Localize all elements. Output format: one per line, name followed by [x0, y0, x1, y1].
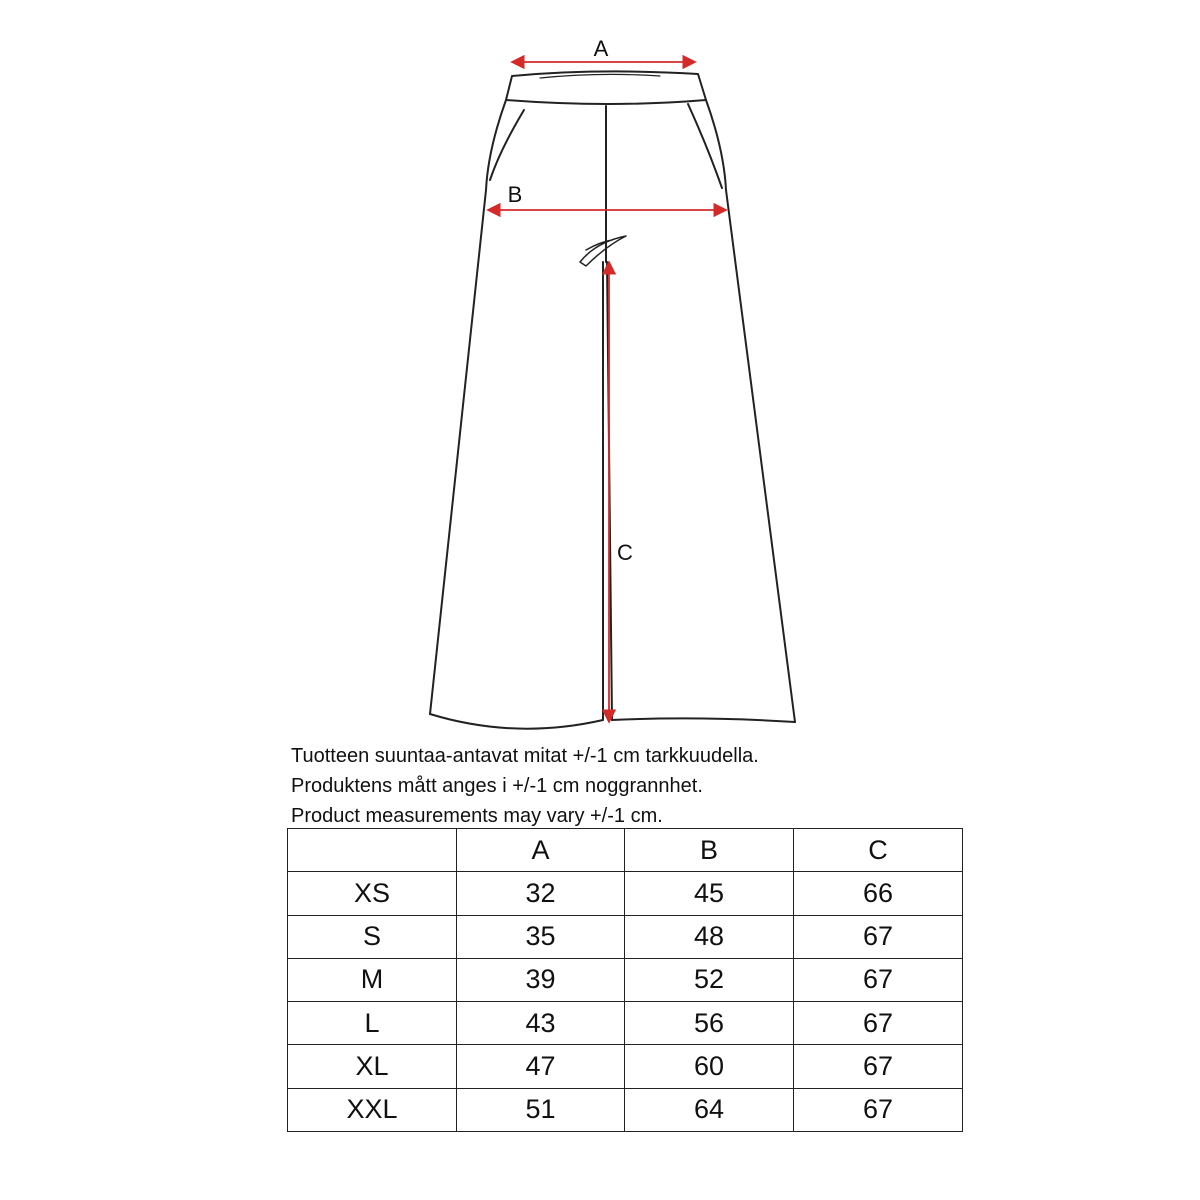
value-cell-c: 67 [794, 1088, 963, 1131]
value-cell-c: 67 [794, 1002, 963, 1045]
value-cell-b: 52 [625, 958, 794, 1001]
right-outer-seam [706, 100, 795, 722]
value-cell-b: 60 [625, 1045, 794, 1088]
value-cell-a: 32 [457, 872, 625, 915]
table-header-row [288, 829, 963, 872]
value-cell-a: 35 [457, 915, 625, 958]
value-cell-b: 64 [625, 1088, 794, 1131]
value-cell-b: 48 [625, 915, 794, 958]
value-cell-b: 56 [625, 1002, 794, 1045]
value-cell-c: 66 [794, 872, 963, 915]
note-english: Product measurements may vary +/-1 cm. [291, 805, 663, 827]
left-outer-seam [430, 100, 506, 714]
right-hem [612, 718, 795, 722]
value-cell-c: 67 [794, 958, 963, 1001]
size-chart-table [287, 828, 963, 1132]
right-pocket [688, 104, 722, 188]
size-cell: M [288, 958, 457, 1001]
size-cell: XXL [288, 1088, 457, 1131]
value-cell-c: 67 [794, 915, 963, 958]
waistband [506, 71, 706, 104]
label-b: B [507, 182, 523, 207]
value-cell-a: 43 [457, 1002, 625, 1045]
header-cell-size [288, 829, 457, 872]
waistband-ribbing [540, 74, 660, 78]
value-cell-b: 45 [625, 872, 794, 915]
header-cell-b: B [625, 829, 794, 872]
table-row [288, 1088, 963, 1131]
size-cell: S [288, 915, 457, 958]
value-cell-a: 39 [457, 958, 625, 1001]
size-cell: XL [288, 1045, 457, 1088]
size-cell: XS [288, 872, 457, 915]
table-row [288, 1002, 963, 1045]
table-row [288, 915, 963, 958]
left-pocket [490, 110, 524, 180]
label-c: C [617, 540, 633, 565]
header-cell-a: A [457, 829, 625, 872]
table-row [288, 958, 963, 1001]
label-a: A [593, 36, 609, 61]
left-hem [430, 714, 603, 729]
table-row [288, 872, 963, 915]
trousers-outline [430, 71, 795, 728]
header-cell-c: C [794, 829, 963, 872]
value-cell-a: 47 [457, 1045, 625, 1088]
note-swedish: Produktens mått anges i +/-1 cm noggrannhet. [291, 775, 703, 797]
table-row [288, 1045, 963, 1088]
value-cell-a: 51 [457, 1088, 625, 1131]
measurement-notes [291, 741, 759, 831]
size-cell: L [288, 1002, 457, 1045]
value-cell-c: 67 [794, 1045, 963, 1088]
note-finnish: Tuotteen suuntaa-antavat mitat +/-1 cm tarkkuudella. [291, 745, 759, 767]
